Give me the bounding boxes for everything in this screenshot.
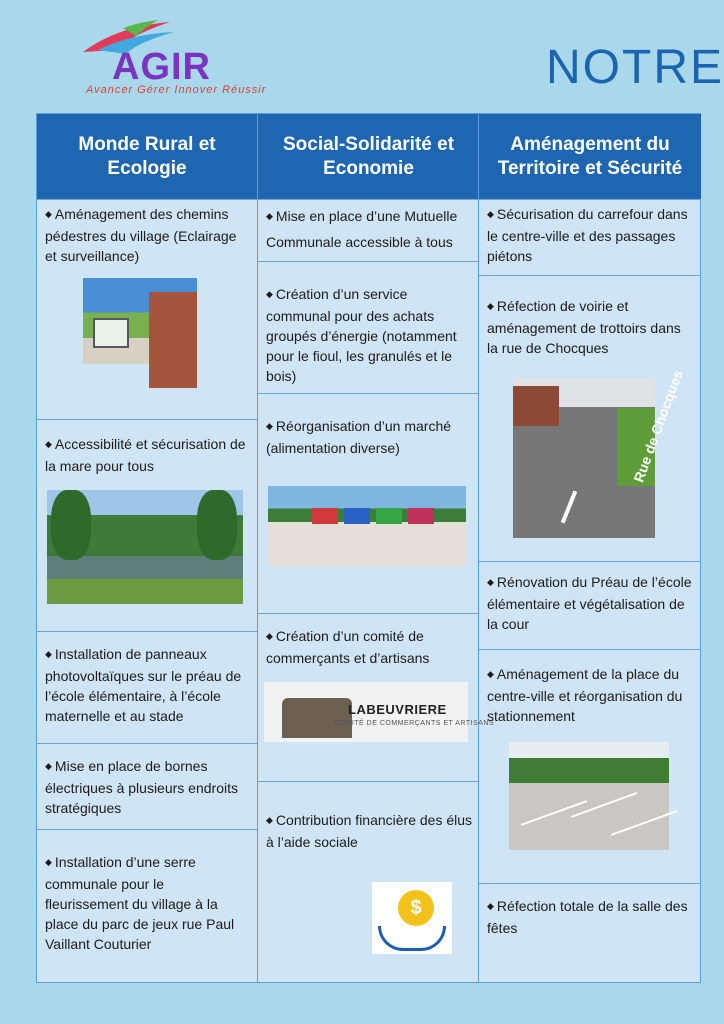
bullet-icon: ◆: [487, 301, 494, 311]
item-text: Accessibilité et sécurisation de la mare pour tous: [45, 436, 246, 474]
item-text: Mise en place de bornes électriques à plusieurs endroits stratégiques: [45, 758, 238, 816]
list-item: [479, 649, 701, 884]
village-path-photo: [83, 278, 197, 364]
committee-logo-name: LABEUVRIERE: [348, 702, 447, 717]
item-text: Aménagement de la place du centre-ville et réorganisation du stationnement: [487, 666, 683, 724]
item-text: Installation d’une serre communale pour le fleurissement du village à la place du parc de jeux rue Paul Vaillant Couturier: [45, 854, 235, 952]
list-item: [37, 631, 257, 744]
item-text: Installation de panneaux photovoltaïques sur le préau de l’école élémentaire, à l’école maternelle et au stade: [45, 646, 242, 724]
item-text: Création d’un comité de commerçants et d’artisans: [266, 628, 430, 666]
list-item: [258, 781, 479, 983]
bullet-icon: ◆: [487, 209, 494, 219]
list-item: [258, 199, 479, 262]
bullet-icon: ◆: [487, 577, 494, 587]
money-hand-icon: [372, 882, 452, 954]
coin-symbol: $: [398, 890, 434, 926]
item-text: Aménagement des chemins pédestres du village (Eclairage et surveillance): [45, 206, 237, 264]
column-header: [479, 114, 701, 199]
bullet-icon: ◆: [266, 211, 273, 221]
bullet-icon: ◆: [487, 901, 494, 911]
committee-logo-sub: COMITÉ DE COMMERÇANTS ET ARTISANS: [334, 720, 495, 727]
bullet-icon: ◆: [266, 289, 273, 299]
column-title: Aménagement du Territoire et Sécurité: [497, 133, 683, 179]
column-social: [257, 114, 495, 982]
pond-photo: [47, 490, 243, 604]
program-table: [36, 113, 701, 983]
item-text: Contribution financière des élus à l’aide sociale: [266, 812, 473, 850]
column-title: Monde Rural et Ecologie: [78, 133, 216, 179]
agir-logo: [78, 20, 318, 100]
item-text: Mise en place d’une Mutuelle Communale accessible à tous: [266, 208, 458, 250]
logo-wordmark: AGIR: [112, 46, 211, 88]
item-text: Création d’un service communal pour des achats groupés d’énergie (notamment pour le fioul, les granulés et le bois): [266, 286, 457, 384]
list-item: [258, 613, 495, 782]
item-text: Réfection de voirie et aménagement de trottoirs dans la rue de Chocques: [487, 298, 681, 356]
list-item: [479, 883, 701, 983]
list-item: [258, 393, 479, 614]
list-item: [479, 199, 701, 276]
road-photo: [513, 367, 686, 538]
logo-tagline: Avancer Gérer Innover Réussir: [86, 84, 267, 96]
bullet-icon: ◆: [266, 815, 273, 825]
bullet-icon: ◆: [487, 669, 494, 679]
list-item: [479, 561, 701, 650]
item-text: Réorganisation d’un marché (alimentation diverse): [266, 418, 452, 456]
column-title: Social-Solidarité et Economie: [282, 133, 455, 179]
bullet-icon: ◆: [45, 761, 52, 771]
column-amenagement: [478, 114, 701, 982]
list-item: [479, 275, 701, 562]
bullet-icon: ◆: [266, 631, 273, 641]
column-monde-rural: [37, 114, 257, 982]
list-item: [258, 261, 479, 394]
committee-logo-image: [264, 682, 495, 742]
bullet-icon: ◆: [45, 209, 52, 219]
bullet-icon: ◆: [45, 649, 52, 659]
parking-photo: [509, 742, 669, 850]
list-item: [37, 199, 257, 420]
column-header: [37, 114, 257, 199]
item-text: Réfection totale de la salle des fêtes: [487, 898, 688, 936]
bullet-icon: ◆: [266, 421, 273, 431]
market-photo: [268, 486, 466, 566]
list-item: [37, 743, 257, 830]
list-item: [37, 829, 257, 983]
item-text: Sécurisation du carrefour dans le centre-ville et des passages piétons: [487, 206, 688, 264]
road-name: Rue de Chocques: [630, 367, 686, 485]
bullet-icon: ◆: [45, 439, 52, 449]
item-text: Rénovation du Préau de l’école élémentaire et végétalisation de la cour: [487, 574, 692, 632]
list-item: [37, 419, 257, 632]
bullet-icon: ◆: [45, 857, 52, 867]
page-title: NOTRE: [546, 41, 724, 94]
column-header: [258, 114, 479, 199]
